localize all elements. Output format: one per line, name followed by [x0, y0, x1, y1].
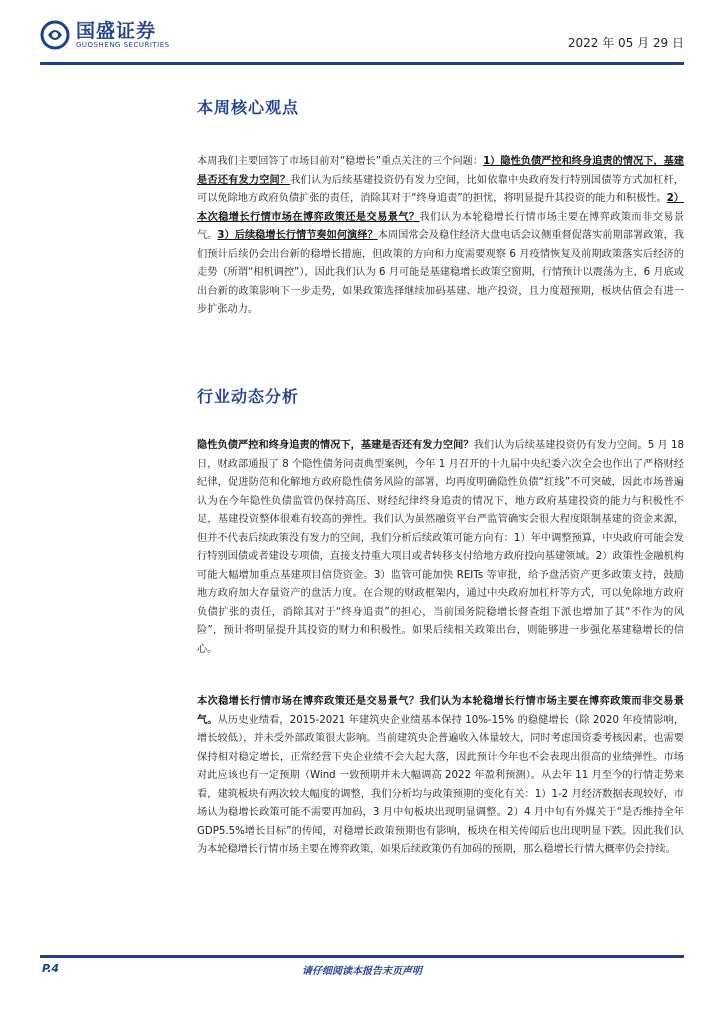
question-1: 1）隐性负债严控和终身追责的情况下，基建是否还有发力空间？ [197, 156, 684, 186]
footer-divider [40, 955, 684, 958]
paragraph-heading: 隐性负债严控和终身追责的情况下，基建是否还有发力空间？ [197, 440, 474, 451]
page-header [0, 0, 724, 70]
brand-name-en: GUOSHENG SECURITIES [76, 40, 170, 49]
text-span: 我们认为后续基建投资仍有发力空间，比如依靠中央政府发行特别国债等方式加杠杆，可以免除地方政府负债扩张的责任，消除其对于“终身追责”的担忧，将明显提升其投资的能力和积极性。 [197, 174, 685, 204]
report-date: 2022 年 05 月 29 日 [567, 36, 684, 50]
section-title-core-views: 本周核心观点 [197, 98, 300, 117]
page-number: P.4 [42, 962, 60, 975]
text-span: 我们认为本轮稳增长行情市场主要在博弈政策而非交易景气。 [197, 211, 685, 241]
disclaimer-note: 请仔细阅读本报告末页声明 [302, 966, 422, 977]
question-3: 3）后续稳增长行情节奏如何演绎？ [217, 230, 378, 241]
section-title-industry-analysis: 行业动态分析 [197, 387, 300, 406]
text-span: 本周我们主要回答了市场目前对“稳增长”重点关注的三个问题： [197, 156, 484, 167]
text-span: 我们认为后续基建投资仍有发力空间。5 月 18 日，财政部通报了 8 个隐性债务问责典型案例，今年 1 月召开的十九届中央纪委六次全会也作出了严格财经纪律，促进防范和化解地方政府隐性债务风险的部署，均再度明确隐性负债“红线”不可突破，因此市场普遍认为在今年隐性负债监管仍保持高压、财经纪律终身追责的情况下，地方政府基建投资的能力与积极性不足，基建投资整体很难有较高的弹性。我们认为虽然融资平台严监管确实会很大程度限制基建的资金来源，但并不代表后续政策没有发力的空间，我们分析后续政策可能方向有：1）年中调整预算，中央政府可能会发行特别国债或者建设专项债，直接支持重大项目或者转移支付给地方政府投向基建领域。2）政策性金融机构可能大幅增加重点基建项目信贷资金。3）监管可能加快 REITs 等审批，给予盘活资产更多政策支持，鼓励地方政府加大存量资产的盘活力度。在合规的财政框架内，通过中央政府加杠杆等方式，可以免除地方政府负债扩张的责任，消除其对于“终身追责”的担心，当前国务院稳增长督查组下派也增加了其“不作为的风险”，预计将明显提升其投资的财力和积极性。如果后续相关政策出台，则能够进一步强化基建稳增长的信心。 [197, 440, 684, 655]
paragraph-heading: 本次稳增长行情市场在博弈政策还是交易景气？我们认为本轮稳增长行情市场主要在博弈政策而非交易景气。 [197, 696, 684, 726]
analysis-paragraph-1 [197, 437, 684, 659]
analysis-paragraph-2 [197, 693, 684, 860]
header-divider [40, 62, 684, 65]
brand-logo-icon [40, 20, 70, 50]
text-span: 从历史业绩看，2015-2021 年建筑央企业绩基本保持 10%-15% 的稳健增长（除 2020 年疫情影响，增长较低），并未受外部政策很大影响。当前建筑央企普遍收入体量较大，同时考虑国资委考核因素，也需要保持相对稳定增长，正常经营下央企业绩不会大起大落，因此预计今年也不会表现出很高的业绩弹性。市场对此应该也有一定预期（Wind 一致预期并未大幅调高 2022 年盈利预测）。从去年 11 月至今的行情走势来看，建筑板块有两次较大幅度的调整，我们分析均与政策预期的变化有关：1）1-2 月经济数据表现较好，市场认为稳增长政策可能不需要再加码，3 月中旬板块出现明显调整。2）4 月中旬有外媒关于“是否维持全年 GDP5.5%增长目标”的传闻，对稳增长政策预期也有影响，板块在相关传闻后也出现明显下跌。因此我们认为本轮稳增长行情市场主要在博弈政策，如果后续政策仍有加码的预期，那么稳增长行情大概率仍会持续。 [197, 714, 685, 855]
question-2: 2）本次稳增长行情市场在博弈政策还是交易景气？ [197, 193, 684, 223]
brand-name: 国盛证券 [76, 19, 157, 42]
text-span: 本周国常会及稳住经济大盘电话会议侧重督促落实前期部署政策，我们预计后续仍会出台新的稳增长措施，但政策的方向和力度需要观察 6 月疫情恢复及前期政策落实后经济的走势（所谓“相机调控”），因此我们认为 6 月可能是基建稳增长政策空窗期，行情预计以震荡为主，6 月底或出台新的政策影响下一步走势，如果政策选择继续加码基建、地产投资，且力度超预期，板块估值会有进一步扩张动力。 [197, 230, 684, 315]
brand-logo [40, 20, 170, 50]
core-views-paragraph [197, 153, 684, 320]
